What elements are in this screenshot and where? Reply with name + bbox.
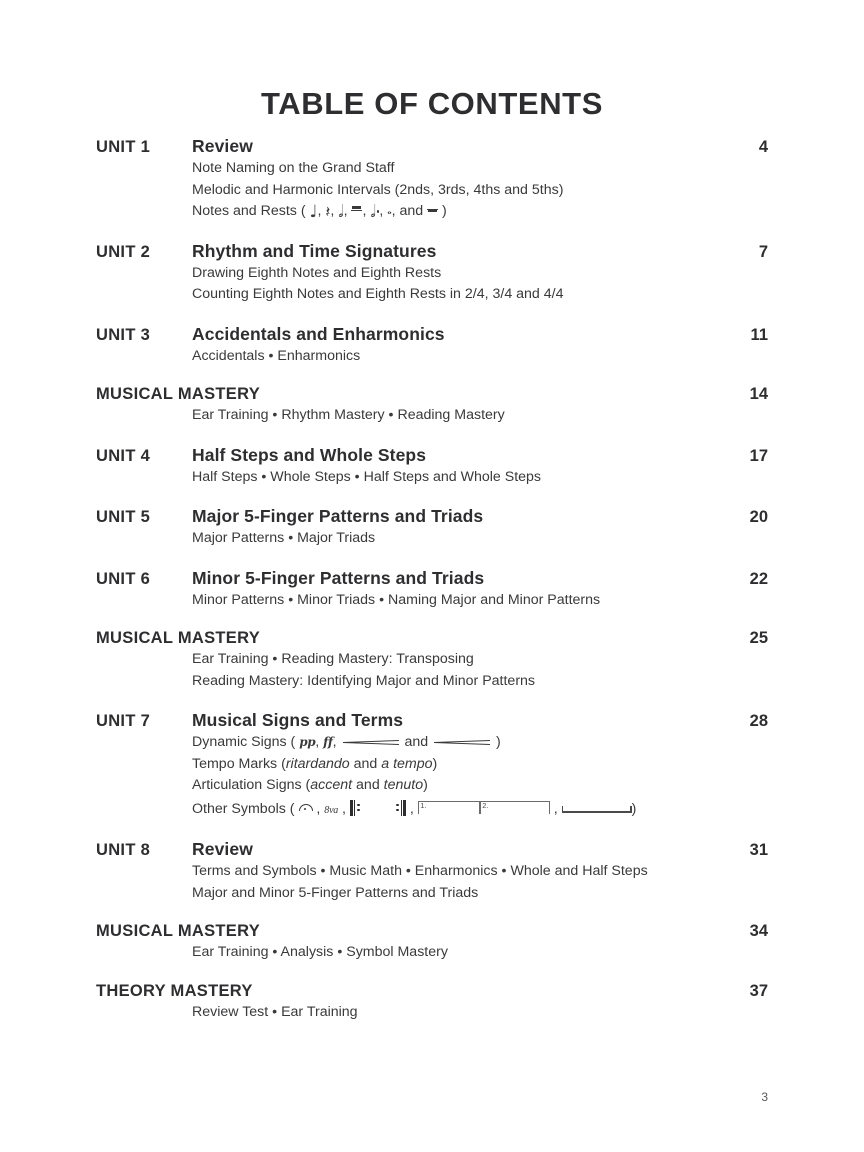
toc-entry-header: [96, 922, 768, 941]
toc-entry-unit-label: UNIT 2: [96, 242, 151, 261]
toc-entry[interactable]: [96, 839, 768, 904]
subline: Note Naming on the Grand Staff: [192, 160, 395, 176]
articulation-term-1: accent: [310, 777, 353, 793]
subline: Major and Minor 5-Finger Patterns and Triads: [192, 884, 479, 901]
toc-entry-sublines: [192, 263, 768, 306]
toc-entry-title: Half Steps and Whole Steps: [192, 444, 427, 465]
subline: Tempo Marks (ritardando and a tempo): [192, 755, 438, 772]
toc-entry-sublines: [192, 649, 768, 692]
toc-entry-unit-label: UNIT 6: [96, 569, 151, 588]
subline: Articulation Signs (accent and tenuto): [192, 777, 428, 793]
half-rest-icon: [351, 204, 362, 215]
subline: Ear Training • Reading Mastery: Transposing: [192, 651, 474, 667]
toc-entry-header: [96, 324, 768, 345]
toc-entry-unit-label: MUSICAL MASTERY: [96, 629, 261, 647]
subline: Terms and Symbols • Music Math • Enharmonics • Whole and Half Steps: [192, 863, 648, 879]
toc-entry-unit-label: THEORY MASTERY: [96, 981, 253, 1000]
first-ending-icon: [418, 801, 480, 814]
toc-entry-page-number: 37: [749, 981, 768, 1000]
toc-entry-header: [96, 445, 768, 466]
toc-entry-sublines: [192, 861, 768, 904]
toc-entry-unit-label: UNIT 8: [96, 841, 151, 859]
page-folio-number: 3: [761, 1090, 768, 1104]
toc-entry[interactable]: [96, 385, 768, 427]
subline: Ear Training • Analysis • Symbol Mastery: [192, 944, 448, 960]
subline: Dynamic Signs ( pp, ff, and ): [192, 734, 501, 750]
subline: Reading Mastery: Identifying Major and Minor Patterns: [192, 672, 536, 689]
whole-rest-icon: [427, 204, 438, 215]
ottava-8va-label: 8va: [324, 804, 339, 816]
toc-entry-header: [96, 568, 768, 589]
subline: Counting Eighth Notes and Eighth Rests in 2/4, 3/4 and 4/4: [192, 286, 564, 302]
toc-entry-title: Review: [192, 839, 253, 859]
subline: Half Steps • Whole Steps • Half Steps and Whole Steps: [192, 468, 542, 485]
dynamic-ff: ff: [323, 735, 333, 749]
toc-entry[interactable]: [96, 136, 768, 223]
toc-entry-sublines: [192, 732, 768, 821]
toc-entry-page-number: 14: [749, 385, 768, 403]
toc-entry[interactable]: [96, 629, 768, 692]
toc-entry-unit-label: UNIT 1: [96, 138, 151, 156]
dynamic-pp: pp: [299, 735, 316, 749]
toc-entry[interactable]: [96, 324, 768, 368]
toc-entry[interactable]: [96, 506, 768, 550]
toc-entry-sublines: [192, 942, 768, 964]
toc-entry-sublines: [192, 346, 768, 368]
toc-entry-title: Major 5-Finger Patterns and Triads: [192, 506, 484, 526]
toc-entry-unit-label: UNIT 5: [96, 508, 151, 526]
toc-entry-page-number: 22: [749, 569, 768, 588]
toc-entry[interactable]: [96, 568, 768, 612]
toc-entry-header: [96, 629, 768, 648]
toc-entry-header: [96, 136, 768, 157]
tempo-term-2: a tempo: [381, 755, 433, 772]
toc-entry-unit-label: UNIT 7: [96, 712, 151, 730]
subline: Major Patterns • Major Triads: [192, 530, 376, 546]
toc-entry[interactable]: [96, 241, 768, 306]
toc-entry-sublines: [192, 590, 768, 612]
subline: Ear Training • Rhythm Mastery • Reading Mastery: [192, 407, 505, 423]
subline: Review Test • Ear Training: [192, 1003, 358, 1020]
dotted-half-note-icon: 𝅗𝅥: [370, 203, 379, 219]
toc-entry-sublines: [192, 405, 768, 427]
toc-entry-title: Musical Signs and Terms: [192, 710, 404, 730]
subline: Other Symbols ( , 8va , , 1. 2. , ): [192, 800, 637, 817]
first-ending-icon-label: 1.: [420, 801, 427, 810]
toc-entry-title: Accidentals and Enharmonics: [192, 323, 445, 344]
toc-entry-unit-label: MUSICAL MASTERY: [96, 922, 261, 940]
subline: Minor Patterns • Minor Triads • Naming Major and Minor Patterns: [192, 591, 601, 608]
toc-entry-sublines: [192, 528, 768, 550]
toc-entry[interactable]: [96, 922, 768, 964]
subline: Melodic and Harmonic Intervals (2nds, 3rds, 4ths and 5ths): [192, 181, 564, 198]
toc-entry[interactable]: [96, 982, 768, 1024]
second-ending-icon: [480, 801, 550, 814]
toc-entry-page-number: 31: [749, 841, 768, 859]
augmentation-dot-icon: [377, 210, 380, 213]
tie-bracket-icon: [562, 804, 632, 813]
toc-entry[interactable]: [96, 710, 768, 821]
toc-entry-sublines: [192, 1002, 768, 1024]
toc-entry[interactable]: [96, 445, 768, 489]
toc-entry-title: Minor 5-Finger Patterns and Triads: [192, 567, 485, 588]
toc-entry-header: [96, 839, 768, 860]
page-title: TABLE OF CONTENTS: [261, 86, 603, 121]
toc-entry-page-number: 7: [758, 242, 768, 261]
toc-entry-page-number: 25: [749, 629, 768, 647]
toc-entry-page-number: 4: [758, 138, 768, 156]
repeat-end-icon: [395, 800, 406, 816]
toc-entry-title: Review: [192, 136, 253, 156]
toc-entry-sublines: [192, 158, 768, 223]
toc-entry-sublines: [192, 467, 768, 489]
toc-entry-header: [96, 385, 768, 404]
second-ending-icon-label: 2.: [482, 801, 489, 810]
diminuendo-hairpin-icon: [434, 737, 490, 747]
toc-entry-header: [96, 982, 768, 1001]
table-of-contents-list: [96, 136, 768, 1041]
toc-entry-header: [96, 710, 768, 731]
toc-entry-page-number: 11: [750, 325, 768, 344]
toc-entry-page-number: 20: [749, 508, 768, 526]
tempo-term-1: ritardando: [285, 755, 350, 772]
toc-entry-page-number: 17: [749, 446, 768, 465]
toc-entry-unit-label: UNIT 3: [96, 325, 151, 344]
fermata-icon: [298, 803, 312, 813]
toc-entry-unit-label: UNIT 4: [96, 446, 151, 465]
subline: Accidentals • Enharmonics: [192, 347, 361, 364]
subline: Drawing Eighth Notes and Eighth Rests: [192, 264, 442, 281]
toc-entry-page-number: 28: [749, 712, 768, 730]
toc-entry-title: Rhythm and Time Signatures: [192, 240, 437, 261]
repeat-start-icon: [350, 800, 361, 816]
articulation-term-2: tenuto: [383, 777, 424, 793]
toc-entry-header: [96, 506, 768, 527]
crescendo-hairpin-icon: [343, 737, 399, 747]
subline: Notes and Rests ( ♩, 𝄽, 𝅗𝅥, , 𝅗𝅥 , 𝅝, and ): [192, 202, 447, 222]
toc-entry-header: [96, 241, 768, 262]
toc-entry-page-number: 34: [749, 922, 768, 940]
toc-entry-unit-label: MUSICAL MASTERY: [96, 385, 261, 403]
